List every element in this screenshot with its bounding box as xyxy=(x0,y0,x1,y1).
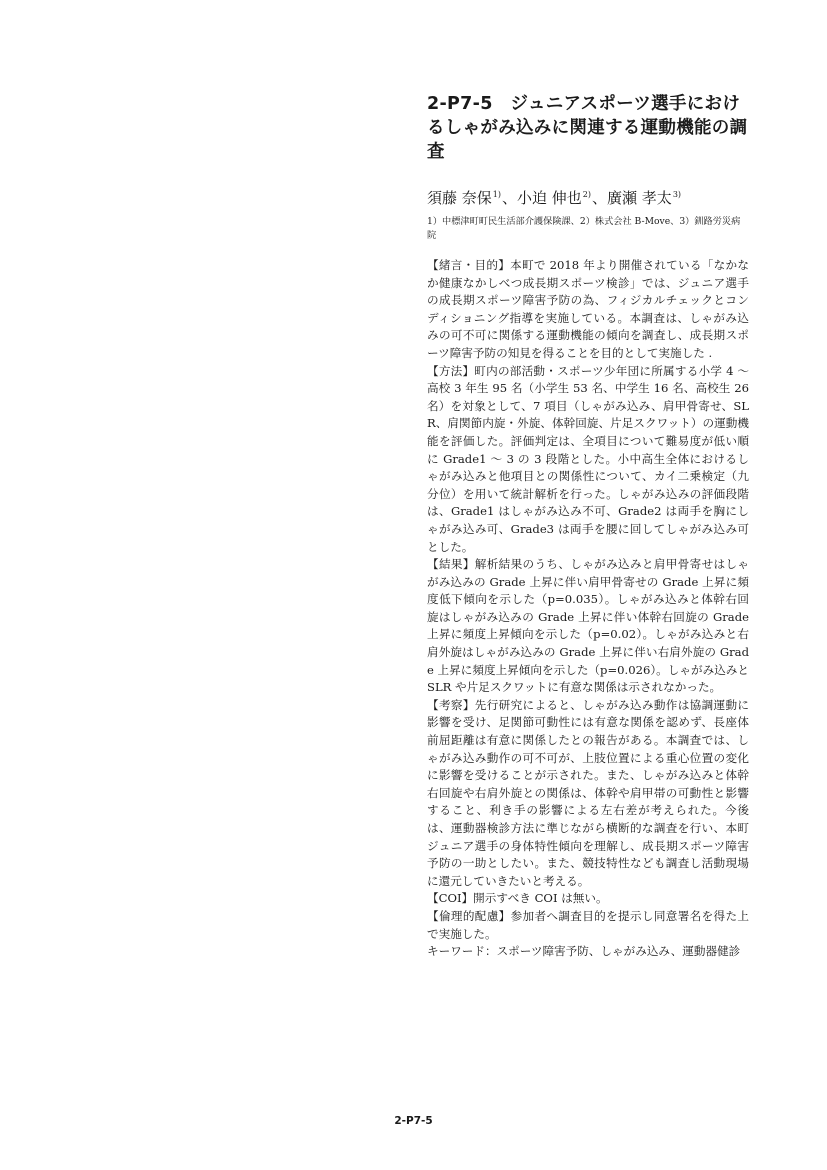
page-footer: 2-P7-5 xyxy=(394,1115,433,1127)
section-results: 【結果】解析結果のうち、しゃがみ込みと肩甲骨寄せはしゃがみ込みの Grade 上昇に伴い肩甲骨寄せの Grade 上昇に頻度低下傾向を示した（p=0.035）。しゃがみ込みと体幹右回旋はしゃがみ込みの Grade 上昇に伴い体幹右回旋の Grade 上昇に頻度上昇傾向を示した（p=0.02）。しゃがみ込みと右肩外旋はしゃがみ込みの Grade 上昇に伴い右肩外旋の Grade 上昇に頻度上昇傾向を示した（p=0.026）。しゃがみ込みと SLR や片足スクワットに有意な関係は示されなかった。 xyxy=(427,557,749,695)
author-name: 須藤 奈保 xyxy=(427,189,492,207)
abstract-title: 2-P7-5 ジュニアスポーツ選手におけるしゃがみ込みに関連する運動機能の調査 xyxy=(427,94,748,162)
author-name: 小迫 伸也 xyxy=(517,189,582,207)
section-methods: 【方法】町内の部活動・スポーツ少年団に所属する小学 4 ～高校 3 年生 95 名（小学生 53 名、中学生 16 名、高校生 26 名）を対象として、7 項目（しゃがみ込み、肩甲骨寄せ、SLR、肩関節内旋・外旋、体幹回旋、片足スクワット）の運動機能を評価した。評価判定は、全項目について難易度が低い順に Grade1 ～ 3 の 3 段階とした。小中高生全体におけるしゃがみ込みと他項目との関係性について、カイ二乗検定（九分位）を用いて統計解析を行った。しゃがみ込みの評価段階は、Grade1 はしゃがみ込み不可、Grade2 は両手を胸にしゃがみ込み可、Grade3 は両手を腰に回してしゃがみ込み可とした。 xyxy=(427,363,749,554)
author-affil-mark: 3) xyxy=(672,190,682,199)
affiliations: 1）中標津町町民生活部介護保険課、2）株式会社 B-Move、3）釧路労災病院 xyxy=(427,216,741,241)
section-coi: 【COI】開示すべき COI は無い。 xyxy=(427,891,608,906)
author-separator: 、 xyxy=(502,189,518,207)
abstract-body xyxy=(427,257,749,961)
section-keywords: キーワード：スポーツ障害予防、しゃがみ込み、運動器健診 xyxy=(427,944,741,959)
author-affil-mark: 1) xyxy=(492,190,501,199)
section-ethics: 【倫理的配慮】参加者へ調査目的を提示し同意署名を得た上で実施した。 xyxy=(427,908,749,941)
abstract-column xyxy=(427,92,749,961)
author-separator: 、 xyxy=(592,189,608,207)
section-discussion: 【考察】先行研究によると、しゃがみ込み動作は協調運動に影響を受け、足関節可動性には有意な関係を認めず、長座体前屈距離は有意に関係したとの報告がある。本調査では、しゃがみ込み動作の可不可が、上肢位置による重心位置の変化に影響を受けることが示された。また、しゃがみ込みと体幹右回旋や右肩外旋との関係は、体幹や肩甲帯の可動性と影響すること、利き手の影響による左右差が考えられた。今後は、運動器検診方法に準じながら横断的な調査を行い、本町ジュニア選手の身体特性傾向を理解し、成長期スポーツ障害予防の一助としたい。また、競技特性なども調査し活動現場に還元していきたいと考える。 xyxy=(427,697,749,888)
section-introduction: 【緒言・目的】本町で 2018 年より開催されている「なかなか健康なかしべつ成長期スポーツ検診」では、ジュニア選手の成長期スポーツ障害予防の為、フィジカルチェックとコンディショニング指導を実施している。本調査は、しゃがみ込みの可不可に関係する運動機能の傾向を調査し、成長期スポーツ障害予防の知見を得ることを目的として実施した . xyxy=(427,258,749,360)
author-affil-mark: 2) xyxy=(582,190,592,199)
author-name: 廣瀬 孝太 xyxy=(607,189,672,207)
author-list xyxy=(427,184,749,209)
